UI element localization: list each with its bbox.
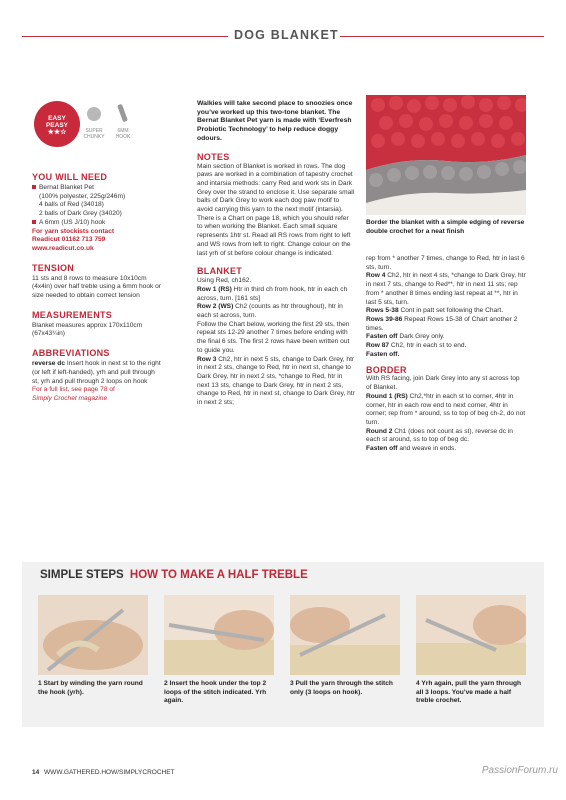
photo-caption: Border the blanket with a simple edging of reverse double crochet for a neat finish xyxy=(366,219,525,235)
fasten-off-grey: Fasten off Dark Grey only. xyxy=(366,333,445,341)
round-1: Round 1 (RS) Ch2,*htr in each st to corner, 4htr in corner, htr in each row end to next corner, 4htr in corner; rep from * around, ss to top of beg ch-2, do not turn. xyxy=(366,392,526,426)
row-3-continued: rep from * another 7 times, change to Red, htr in last 6 sts, turn. xyxy=(366,255,525,271)
row-3: Row 3 Ch2, htr in next 5 sts, change to Dark Grey, htr in next 2 sts, change to Red, htr in next st, change to Dark Grey, htr in next 2 sts, *change to Red, htr in next 13 sts, change to Dark Grey, htr in next 2 sts, change to Red, htr in next st, change to Dark Grey, htr in next 2 sts; xyxy=(197,355,355,407)
bullet-icon xyxy=(32,185,36,189)
intro-text: Walkies will take second place to snoozies once you’ve worked up this two-tone blanket. The Bernat Blanket Pet yarn is made with ‘Everfresh Probiotic Technology’ to help reduce doggy odours. xyxy=(197,100,353,142)
border-heading: BORDER xyxy=(366,365,407,376)
abbreviations-heading: ABBREVIATIONS xyxy=(32,348,110,359)
yarn-ball-icon xyxy=(87,107,101,121)
step-2-caption: 2 Insert the hook under the top 2 loops of the stitch indicated. Yrh again. xyxy=(164,680,267,705)
abbreviations-magazine: Simply Crochet magazine xyxy=(32,394,108,402)
rows-5-38: Rows 5-38 Cont in patt set following the Chart. xyxy=(366,307,504,315)
round-2: Round 2 Ch1 (does not count as st), reverse dc in each st around, ss to top of beg dc. xyxy=(366,427,513,444)
step-3-caption: 3 Pull the yarn through the stitch only (3 loops on hook). xyxy=(290,680,393,696)
blanket-border-photo xyxy=(366,95,526,215)
badge-line2: PEASY xyxy=(45,122,69,129)
blanket-heading: BLANKET xyxy=(197,266,243,277)
notes-heading: NOTES xyxy=(197,151,230,162)
footer-url[interactable]: WWW.GATHERED.HOW/SIMPLYCROCHET xyxy=(44,769,175,776)
using-line: Using Red, ch162. xyxy=(197,277,252,285)
header-rule-left xyxy=(22,36,228,37)
step-4-photo xyxy=(416,595,526,675)
simple-steps-title xyxy=(40,569,308,581)
material-item: 2 balls of Dark Grey (34020) xyxy=(39,210,122,218)
badge-line1: EASY xyxy=(48,115,66,122)
materials-list xyxy=(32,184,162,254)
hook-icon xyxy=(117,104,128,123)
row-2: Row 2 (WS) Ch2 (counts as htr throughout), htr in each st across, turn. xyxy=(197,303,343,320)
chart-instructions: Follow the Chart below, working the first 29 sts, then repeat sts 12-29 another 7 times before ending with the final 6 sts. The first 2 rows have been written out to guide you. xyxy=(197,320,350,354)
step-1-photo xyxy=(38,595,148,675)
abbreviation-entry: reverse dc Insert hook in next st to the right (or left if left-handed), yrh and pull through st, yrh and pull through 2 loops on hook xyxy=(32,360,161,385)
step-1-caption: 1 Start by winding the yarn round the hook (yrh). xyxy=(38,680,143,696)
yarn-weight-label: SUPER CHUNKY xyxy=(83,128,105,140)
fasten-off: Fasten off. xyxy=(366,350,400,358)
stockists-phone: Readicut 01162 713 759 xyxy=(32,236,106,244)
step-4-caption: 4 Yrh again, pull the yarn through all 3 loops. You’ve made a half treble crochet. xyxy=(416,680,522,705)
difficulty-badge xyxy=(34,101,80,147)
watermark: PassionForum.ru xyxy=(481,765,558,776)
header-rule-right xyxy=(340,36,544,37)
measurements-heading: MEASUREMENTS xyxy=(32,309,113,320)
step-2-photo xyxy=(164,595,274,675)
bullet-icon xyxy=(32,220,36,224)
material-item: A 6mm (US J/10) hook xyxy=(32,219,162,228)
blanket-photo-illustration xyxy=(366,95,526,215)
star-rating-icon: ★★☆ xyxy=(47,129,67,136)
hook-size-label: 6MM HOOK xyxy=(115,128,131,140)
stockists-line: For yarn stockists contact xyxy=(32,227,115,235)
step-3-photo xyxy=(290,595,400,675)
stockists-url[interactable]: www.readicut.co.uk xyxy=(32,244,94,252)
page-header xyxy=(0,26,566,46)
right-column xyxy=(366,255,526,454)
rows-39-86: Rows 39-86 Repeat Rows 15-38 of Chart another 2 times. xyxy=(366,315,518,332)
row-4: Row 4 Ch2, htr in next 4 sts, *change to Dark Grey, htr in next 7 sts, change to Red**, htr in next 11 sts; rep from * another 8 times ending last repeat at **, htr in last 5 sts, turn. xyxy=(366,272,526,306)
fasten-off-final: Fasten off and weave in ends. xyxy=(366,445,457,453)
you-will-need-heading: YOU WILL NEED xyxy=(32,172,108,182)
tension-text: 11 sts and 8 rows to measure 10x10cm (4x4in) over half treble using a 6mm hook or size needed to obtain correct tension xyxy=(32,274,162,300)
notes-text: Main section of Blanket is worked in rows. The dog paws are worked in a combination of tapestry crochet and intarsia methods: carry Red and work sts in Dark Grey over the strand to enclose it. Use separate small balls of Dark Grey to work each dog paw motif to avoid carrying this yarn to the next motif (intarsia). There is a Chart on page 18, which you should refer to when working the Blanket. Each small square represents 1htr st. Read all RS rows from right to left and WS rows from left to right. Change colour on the last yrh of st before colour change is indicated. xyxy=(197,162,355,257)
material-item: (100% polyester, 225g/246m) xyxy=(39,192,126,200)
material-item: 4 balls of Red (34018) xyxy=(39,201,104,209)
page-title: DOG BLANKET xyxy=(234,28,339,42)
border-intro: With RS facing, join Dark Grey into any st across top of Blanket. xyxy=(366,375,520,392)
material-item: Bernat Blanket Pet xyxy=(32,184,162,193)
abbreviations-more: For a full list, see page 78 of xyxy=(32,386,115,394)
left-column xyxy=(32,172,162,404)
tension-heading: TENSION xyxy=(32,262,75,273)
page-footer xyxy=(32,769,175,776)
simple-steps-label: SIMPLE STEPS xyxy=(40,569,124,581)
row-87: Row 87 Ch2, htr in each st to end. xyxy=(366,342,467,350)
simple-steps-subtitle: HOW TO MAKE A HALF TREBLE xyxy=(129,569,308,581)
page-number: 14 xyxy=(32,769,40,776)
middle-column xyxy=(197,100,355,408)
measurements-text: Blanket measures approx 170x110cm (67x43¼in) xyxy=(32,321,143,338)
row-1: Row 1 (RS) Htr in third ch from hook, htr in each ch across, turn. [161 sts] xyxy=(197,285,348,302)
